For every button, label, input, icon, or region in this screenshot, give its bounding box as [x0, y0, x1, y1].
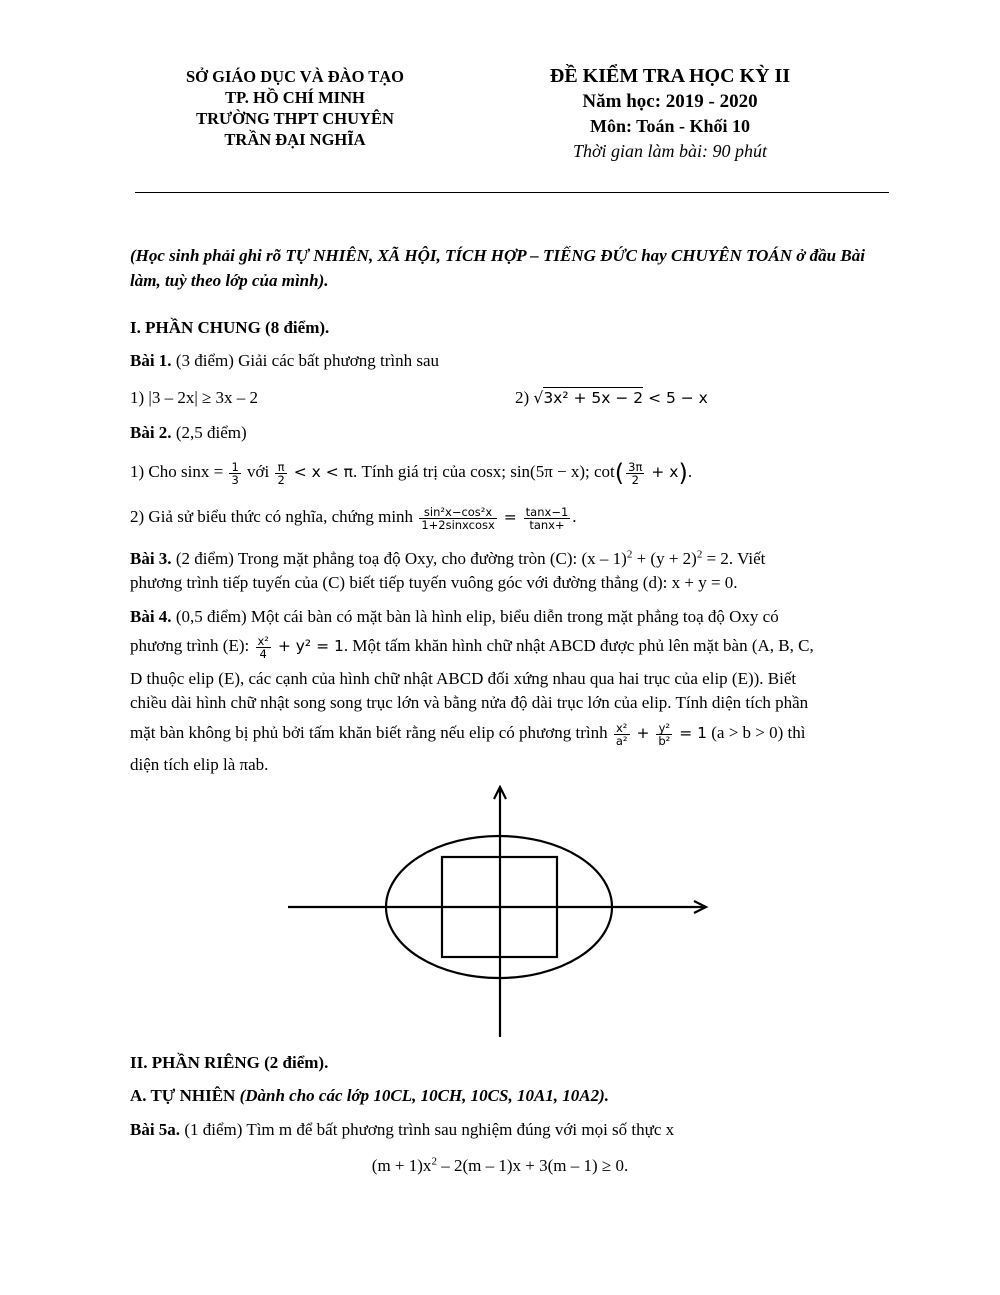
bai2-q1-part-a: 1) Cho sinx =	[130, 462, 228, 481]
left-paren: (	[614, 459, 625, 488]
frac-den: 1+2sinxcosx	[421, 517, 495, 532]
bai1-text	[130, 348, 890, 373]
part1-heading: I. PHẦN CHUNG (8 điểm).	[130, 318, 330, 337]
section-a-heading	[130, 1083, 890, 1108]
school-line-1: SỞ GIÁO DỤC VÀ ĐÀO TẠO	[185, 67, 405, 86]
frac-num: π	[275, 461, 286, 474]
duration: Thời gian làm bài: 90 phút	[572, 141, 768, 161]
bai2-q1-part-b: với	[242, 462, 274, 481]
bai3-line1-a: (2 điểm) Trong mặt phẳng toạ độ Oxy, cho đường tròn (C): (x – 1)	[171, 549, 627, 568]
bai1-q2-radicand: 3x² + 5x − 2	[543, 389, 644, 407]
bai4-line5-a: mặt bàn không bị phủ bởi tấm khăn biết rằng nếu elip có phương trình	[130, 723, 612, 742]
bai4-line2-a: phương trình (E):	[130, 636, 254, 655]
bai4-line2-b: . Một tấm khăn hình chữ nhật ABCD được phủ lên mặt bàn (A, B, C,	[343, 636, 814, 655]
frac-den: 4	[259, 646, 267, 661]
bai4-line6: diện tích elip là πab.	[130, 755, 269, 774]
frac-num: sin²x−cos²x	[419, 506, 497, 519]
plus-sign: +	[631, 724, 655, 742]
fraction-1-3	[229, 461, 240, 486]
bai3-line1	[130, 546, 890, 571]
bai1-q2-rest: < 5 − x	[643, 389, 708, 407]
frac-num: x²	[257, 633, 269, 648]
bai1-label: Bài 1.	[130, 351, 172, 370]
frac-den: 2	[277, 472, 285, 487]
fraction-x2-4	[256, 635, 271, 660]
bai2-q1-range: < x < π	[288, 463, 353, 481]
school-line-3: TRƯỜNG THPT CHUYÊN	[196, 109, 394, 128]
frac-num: 3π	[628, 459, 643, 474]
bai2-text	[130, 420, 890, 445]
frac-num: tanx−1	[525, 504, 569, 519]
eq-part-a: (m + 1)x	[371, 1156, 432, 1175]
bai5a-text	[130, 1117, 890, 1142]
bai2-q2	[130, 501, 890, 533]
frac-den: 2	[631, 472, 639, 487]
bai2-label: Bài 2.	[130, 423, 172, 442]
frac-den: a²	[615, 733, 628, 748]
school-line-4: TRẦN ĐẠI NGHĨA	[224, 130, 366, 149]
bai3-line2: phương trình tiếp tuyến của (C) biết tiếp tuyến vuông góc với đường thẳng (d): x + y = 0.	[130, 573, 738, 592]
bai4-line3: D thuộc elip (E), các cạnh của hình chữ nhật ABCD đối xứng nhau qua hai trục của elip (E)). Biết	[130, 669, 797, 688]
bai2-q1-part-d: . Tính giá trị của cosx; sin(5π − x); cot	[353, 462, 615, 481]
frac-den: b²	[658, 733, 671, 748]
bai2-q2-end: .	[572, 507, 577, 526]
section-a-desc: (Dành cho các lớp 10CL, 10CH, 10CS, 10A1, 10A2).	[239, 1086, 610, 1105]
bai1-q2	[515, 385, 708, 411]
section-a-label: A. TỰ NHIÊN	[130, 1086, 240, 1105]
right-paren: )	[678, 459, 688, 488]
ellipse-figure	[284, 785, 716, 1040]
bai3-label: Bài 3.	[130, 549, 172, 568]
instruction-note: (Học sinh phải ghi rõ TỰ NHIÊN, XÃ HỘI, TÍCH HỢP – TIẾNG ĐỨC hay CHUYÊN TOÁN ở đầu Bài làm, tuỳ theo lớp của mình).	[130, 246, 865, 290]
frac-num: x²	[614, 722, 630, 735]
sqrt-sign: √	[533, 389, 544, 407]
equals-sign: =	[498, 508, 522, 526]
bai4-line4: chiều dài hình chữ nhật song song trục lớn và bằng nửa độ dài trục lớn của elip. Tính diện tích phần	[130, 693, 809, 712]
fraction-y2-b2	[656, 722, 672, 747]
exam-header	[540, 64, 800, 164]
fraction-rhs	[524, 506, 571, 531]
bai4-line5	[130, 717, 890, 749]
bai5a-label: Bài 5a.	[130, 1120, 181, 1139]
bai4-line5-b: (a > b > 0) thì	[707, 723, 806, 742]
school-year: Năm học: 2019 - 2020	[582, 91, 758, 112]
bai4-label: Bài 4.	[130, 607, 172, 626]
bai2-q1-part-e: + x	[646, 463, 679, 481]
bai2-q1-end: .	[687, 462, 693, 481]
bai1-q1: 1) |3 – 2x| ≥ 3x – 2	[130, 388, 259, 407]
bai1-q2-prefix: 2)	[515, 388, 534, 407]
bai4-line2-math: + y² = 1	[272, 637, 344, 655]
bai4-line1-text: (0,5 điểm) Một cái bàn có mặt bàn là hình elip, biểu diễn trong mặt phẳng toạ độ Oxy có	[171, 607, 779, 626]
bai4-line2	[130, 630, 890, 662]
header-divider	[135, 192, 889, 193]
bai3-line1-c: = 2. Viết	[702, 549, 766, 568]
frac-num: 1	[231, 459, 239, 474]
superscript: 2	[431, 1155, 437, 1168]
exam-title: ĐỀ KIỂM TRA HỌC KỲ II	[549, 65, 791, 87]
fraction-3pi-2	[626, 461, 644, 486]
frac-den: tanx+	[529, 517, 565, 532]
bai3-line1-b: + (y + 2)	[632, 549, 697, 568]
bai5a-equation	[130, 1153, 870, 1178]
bai2-desc: (2,5 điểm)	[171, 423, 247, 442]
fraction-x2-a2	[614, 722, 630, 747]
eq-part-b: – 2(m – 1)x + 3(m – 1) ≥ 0.	[436, 1156, 629, 1175]
bai4-line5-math: = 1	[674, 724, 707, 742]
subject: Môn: Toán - Khối 10	[589, 116, 751, 136]
bai4-line1	[130, 604, 890, 629]
frac-num: y²	[656, 722, 672, 735]
bai2-q1	[130, 456, 890, 488]
bai1-desc: (3 điểm) Giải các bất phương trình sau	[171, 351, 440, 370]
school-line-2: TP. HỒ CHÍ MINH	[225, 88, 365, 107]
superscript: 2	[696, 548, 703, 561]
bai5a-desc: (1 điểm) Tìm m để bất phương trình sau nghiệm đúng với mọi số thực x	[180, 1120, 675, 1139]
school-header	[150, 66, 440, 150]
bai2-q2-part-a: 2) Giả sử biểu thức có nghĩa, chứng minh	[130, 507, 418, 526]
fraction-lhs	[419, 506, 497, 531]
frac-den: 3	[231, 472, 239, 487]
part2-heading: II. PHẦN RIÊNG (2 điểm).	[130, 1053, 329, 1072]
fraction-pi-2	[275, 461, 286, 486]
superscript: 2	[626, 548, 633, 561]
